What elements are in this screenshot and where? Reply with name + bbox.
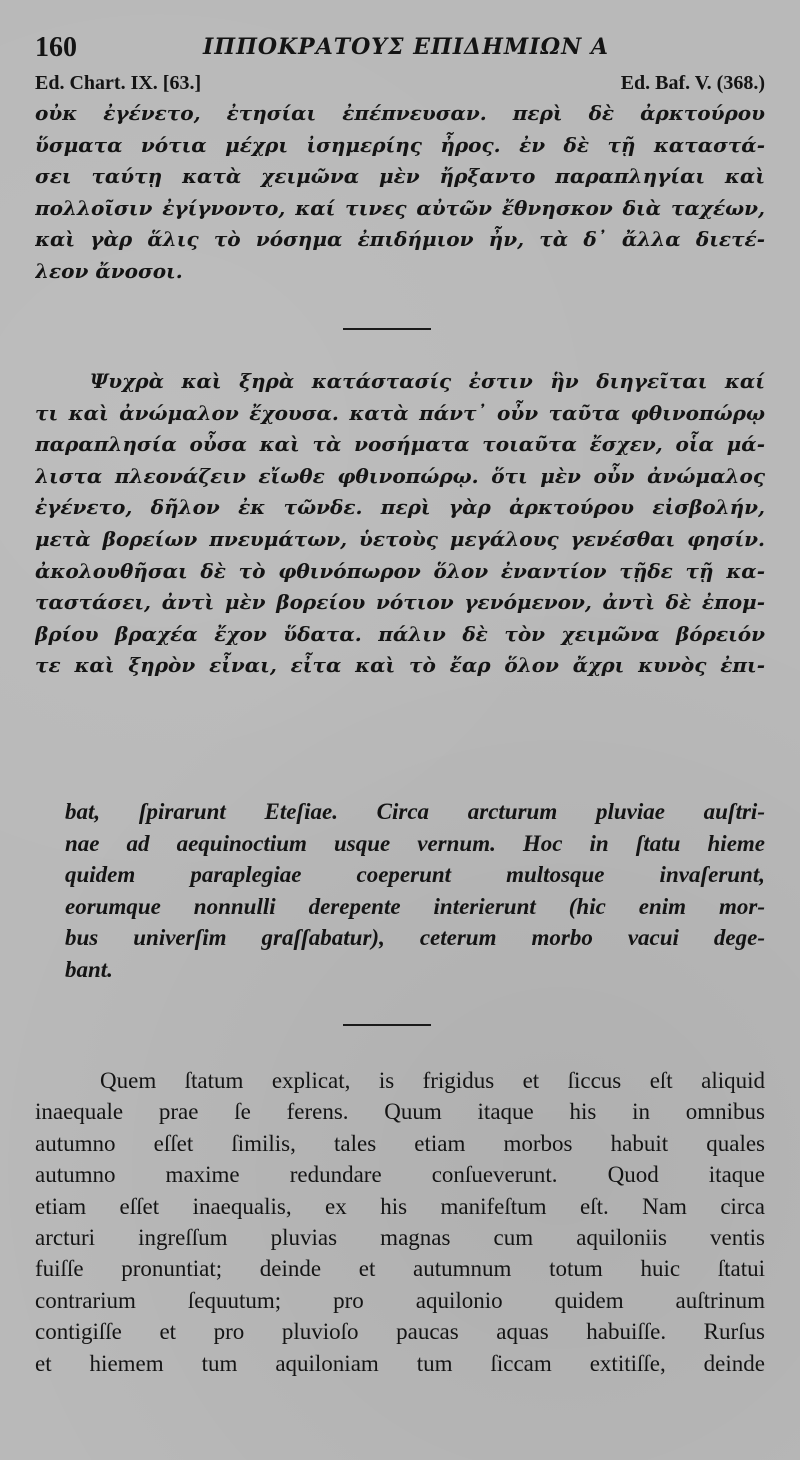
latin-line: quidem paraplegiae coeperunt multosque invaſerunt, — [65, 862, 765, 887]
greek-line: παραπλησία οὖσα καὶ τὰ νοσήματα τοιαῦτα ἔσχεν, οἷα μά- — [35, 432, 765, 457]
greek-line: οὐκ ἐγένετο, ἐτησίαι ἐπέπνευσαν. περὶ δὲ ἀρκτούρου — [35, 101, 765, 125]
latin-line: nae ad aequinoctium usque vernum. Hoc in ſtatu hieme — [65, 830, 765, 856]
greek-line: σει ταύτῃ κατὰ χειμῶνα μὲν ἤρξαντο παραπληγίαι καὶ — [35, 164, 765, 189]
greek-line: τι καὶ ἀνώμαλον ἔχουσα. κατὰ πάντ᾽ οὖν ταῦτα φθινοπώρῳ — [35, 400, 765, 425]
greek-line: μετὰ βορείων πνευμάτων, ὑετοὺς μεγάλους γενέσθαι φησίν. — [35, 526, 765, 551]
commentary-line: autumno maxime redundare conſueverunt. Quod itaque — [35, 1162, 765, 1188]
commentary-line: Quem ſtatum explicat, is frigidus et ſiccus eſt aliquid — [100, 1068, 765, 1093]
commentary-line: etiam eſſet inaequalis, ex his manifeſtum eſt. Nam circa — [35, 1193, 765, 1219]
latin-line: bus univerſim graſſabatur), ceterum morbo vacui dege- — [65, 925, 765, 950]
greek-line: ταστάσει, ἀντὶ μὲν βορείου νότιον γενόμενον, ἀντὶ δὲ ἐπομ- — [35, 590, 765, 615]
section-divider — [343, 1024, 431, 1026]
commentary-line: arcturi ingreſſum pluvias magnas cum aquiloniis ventis — [35, 1225, 765, 1251]
greek-text-block-2 — [35, 366, 765, 682]
commentary-line: contrarium ſequutum; pro aquilonio quidem auſtrinum — [35, 1287, 765, 1313]
greek-line: ἀκολουθῆσαι δὲ τὸ φθινόπωρον ὅλον ἐναντίον τῇδε τῇ κα- — [35, 558, 765, 583]
edition-reference-line — [35, 72, 765, 100]
section-divider — [343, 328, 431, 330]
greek-line: λιστα πλεονάζειν εἴωθε φθινοπώρῳ. ὅτι μὲν οὖν ἀνώμαλος — [35, 463, 765, 488]
greek-line: ἐγένετο, δῆλον ἐκ τῶνδε. περὶ γὰρ ἀρκτούρου εἰσβολήν, — [35, 495, 765, 520]
greek-line: λεον ἄνοσοι. — [35, 258, 183, 283]
greek-line: καὶ γὰρ ἅλις τὸ νόσημα ἐπιδήμιον ἦν, τὰ δ᾽ ἄλλα διετέ- — [35, 227, 765, 252]
latin-translation-block — [65, 796, 765, 985]
commentary-line: fuiſſe pronuntiat; deinde et autumnum totum huic ſtatui — [35, 1256, 765, 1282]
commentary-line: et hiemem tum aquiloniam tum ſiccam extitiſſe, deinde — [35, 1350, 765, 1376]
page-header — [35, 30, 765, 62]
commentary-line: inaequale prae ſe ferens. Quum itaque his in omnibus — [35, 1099, 765, 1125]
greek-line: Ψυχρὰ καὶ ξηρὰ κατάστασίς ἐστιν ἣν διηγεῖται καί — [90, 369, 765, 393]
greek-line: πολλοῖσιν ἐγίγνοντο, καί τινες αὐτῶν ἔθνησκον διὰ ταχέων, — [35, 195, 765, 220]
edition-chartier-ref: Ed. Chart. IX. [63.] — [35, 72, 202, 94]
latin-commentary-block — [35, 1065, 765, 1379]
greek-line: βρίου βραχέα ἔχον ὕδατα. πάλιν δὲ τὸν χειμῶνα βόρειόν — [35, 621, 765, 646]
latin-line: bat, ſpirarunt Eteſiae. Circa arcturum pluviae auſtri- — [65, 799, 765, 824]
commentary-line: autumno eſſet ſimilis, tales etiam morbos habuit quales — [35, 1130, 765, 1156]
latin-line: eorumque nonnulli derepente interierunt (hic enim mor- — [65, 893, 765, 919]
greek-line: ὕσματα νότια μέχρι ἰσημερίης ἦρος. ἐν δὲ τῇ καταστά- — [35, 132, 765, 157]
latin-line: bant. — [65, 956, 113, 982]
edition-basel-ref: Ed. Baf. V. (368.) — [620, 72, 765, 94]
running-title: ΙΠΠΟΚΡΑΤΟΥΣ ΕΠΙΔΗΜΙΩΝ Α — [203, 34, 609, 60]
page-number: 160 — [35, 32, 77, 63]
greek-text-block-1 — [35, 98, 765, 288]
commentary-line: contigiſſe et pro pluvioſo paucas aquas habuiſſe. Rurſus — [35, 1319, 765, 1345]
greek-line: τε καὶ ξηρὸν εἶναι, εἶτα καὶ τὸ ἔαρ ὅλον ἄχρι κυνὸς ἐπι- — [35, 653, 765, 678]
